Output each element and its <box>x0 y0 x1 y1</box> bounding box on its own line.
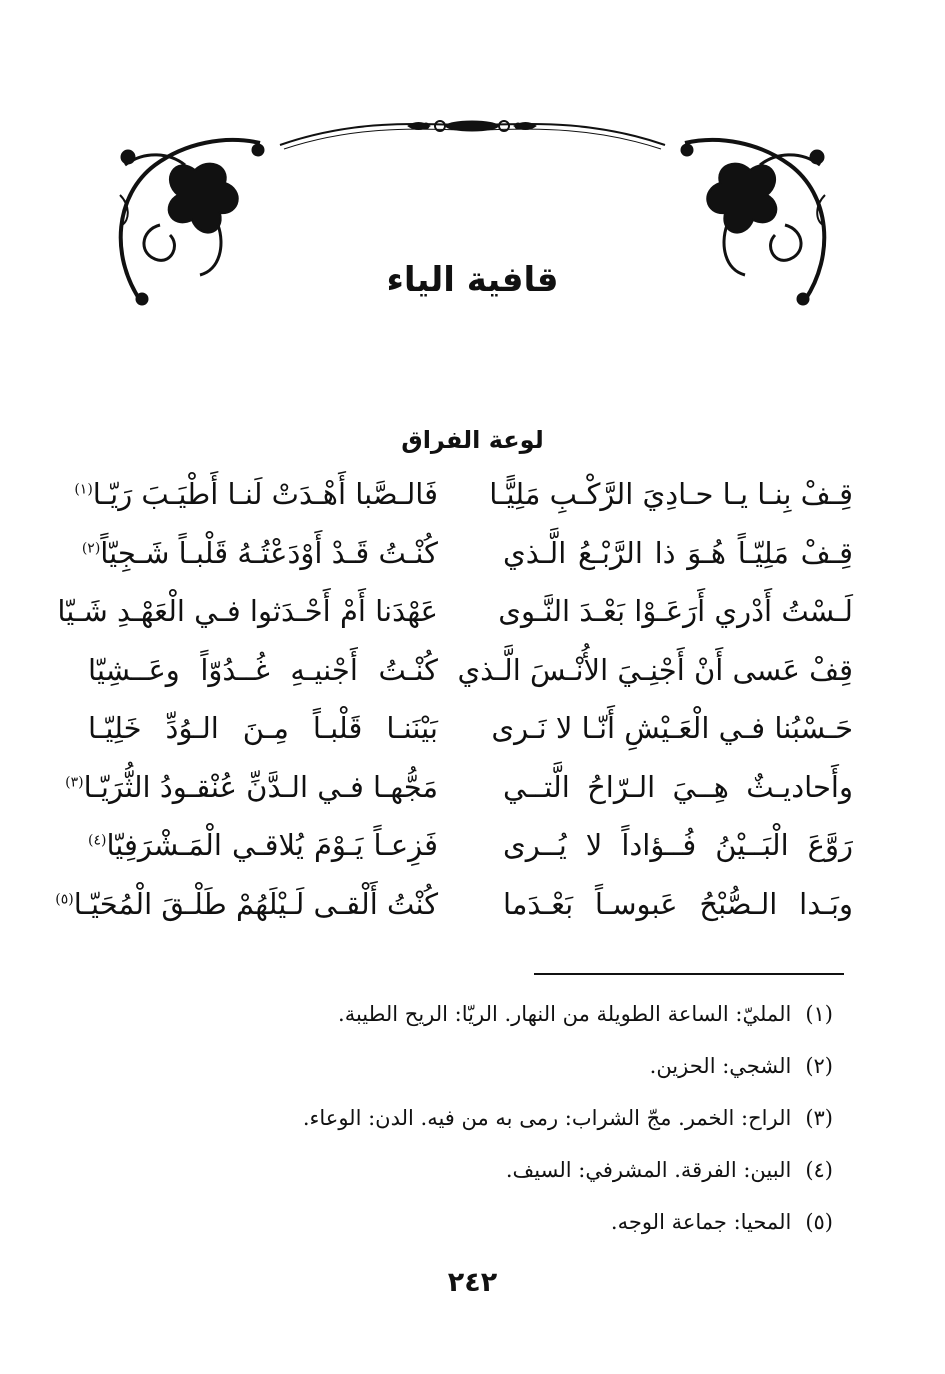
footnote-number: (٤) <box>805 1158 833 1182</box>
verse-line <box>88 641 853 700</box>
verse-line <box>55 875 853 934</box>
hemistich-text: مَجُّهـا فـي الـدَّنِّ عُنْقـودُ الثُّرَيّـا <box>83 769 438 804</box>
footnote-number: (٥) <box>805 1210 833 1234</box>
footnote-text: الشجي: الحزين. <box>649 1054 792 1078</box>
hemistich-text: كُنْـتُ أَجْنيـهِ غُــدُوّاً وعَــشِيّا <box>88 652 438 687</box>
hemistich-text: كُنْتُ أَلْقـى لَـيْلَهُمْ طَلْـقَ الْمُحَيّـا <box>73 886 438 921</box>
verse-second-hemistich <box>74 477 438 512</box>
verse-line <box>88 699 853 758</box>
verse-second-hemistich <box>88 828 438 862</box>
poem-body <box>55 465 853 933</box>
verse-second-hemistich <box>88 653 438 687</box>
footnotes-list <box>113 988 833 1248</box>
footnote-text: البين: الفرقة. المشرفي: السيف. <box>505 1158 792 1182</box>
footnote-marker: (٥) <box>55 891 74 908</box>
verse-second-hemistich <box>88 711 438 745</box>
verse-first-hemistich: قِـفْ مَلِيّـاً هُـوَ ذا الرَّبْـعُ الَّـذي <box>503 535 853 570</box>
verse-first-hemistich: قِفْ عَسى أَنْ أَجْنِـيَ الأُنْـسَ الَّـذي <box>457 652 853 687</box>
footnote-number: (٣) <box>805 1106 833 1130</box>
verse-first-hemistich: قِـفْ بِنـا يـا حـادِيَ الرَّكْـبِ مَلِيًّـا <box>489 477 853 512</box>
hemistich-text: بَيْنَنـا قَلْبـاً مِـنَ الـوُدِّ خَلِيّـا <box>88 711 438 746</box>
verse-line <box>74 465 853 524</box>
verse-first-hemistich: وبَـدا الـصُّبْحُ عَبوسـاً بَعْـدَما <box>503 886 853 921</box>
hemistich-text: فَالـصَّبا أَهْـدَتْ لَنـا أَطْيَـبَ رَيّـا <box>92 477 438 512</box>
footnote-item <box>113 1144 833 1196</box>
verse-first-hemistich: لَـسْتُ أَدْري أَرَعَـوْا بَعْـدَ النَّـوى <box>498 594 853 629</box>
footnote-item <box>113 1092 833 1144</box>
verse-first-hemistich: وأَحاديـثٌ هِــيَ الـرّاحُ الَّتــي <box>503 769 853 804</box>
footnote-number: (١) <box>805 1002 833 1026</box>
footnote-text: المليّ: الساعة الطويلة من النهار. الريّا: الريح الطيبة. <box>338 1002 792 1026</box>
footnote-marker: (٢) <box>81 540 101 557</box>
hemistich-text: عَهْدَنا أَمْ أَحْـدَثوا فـي الْعَهْـدِ شَـيّا <box>57 594 438 629</box>
verse-line <box>81 524 853 583</box>
footnote-item <box>113 988 833 1040</box>
chapter-title: قافية الياء <box>386 260 559 300</box>
verse-line <box>65 758 853 817</box>
footnote-item <box>113 1040 833 1092</box>
hemistich-text: فَزِعـاً يَـوْمَ يُلاقـي الْمَـشْرَفِيّا <box>106 828 438 863</box>
verse-first-hemistich: رَوَّعَ الْبَــيْنُ فُــؤاداً لا يُــرى <box>503 828 853 863</box>
footnote-text: المحيا: جماعة الوجه. <box>610 1210 792 1234</box>
hemistich-text: كُنْـتُ قَـدْ أَوْدَعْتُـهُ قَلْبـاً شَـجِيّاً <box>100 535 438 570</box>
verse-line <box>88 816 853 875</box>
footnote-number: (٢) <box>805 1054 833 1078</box>
poem-title: لوعة الفراق <box>401 426 544 454</box>
footnote-marker: (٤) <box>88 832 107 849</box>
verse-first-hemistich: حَـسْبُنا فـي الْعَـيْشِ أَنّـا لا نَـرى <box>491 711 853 746</box>
verse-line <box>57 582 853 641</box>
footnote-item <box>113 1196 833 1248</box>
page-number: ٢٤٢ <box>447 1267 498 1298</box>
footnote-divider <box>534 973 844 975</box>
verse-second-hemistich <box>81 535 438 570</box>
footnote-marker: (١) <box>74 481 93 498</box>
verse-second-hemistich <box>65 769 438 804</box>
footnote-marker: (٣) <box>65 774 84 791</box>
verse-second-hemistich <box>57 594 438 629</box>
verse-second-hemistich <box>55 886 438 921</box>
footnote-text: الراح: الخمر. مجّ الشراب: رمى به من فيه. الدن: الوعاء. <box>302 1106 792 1130</box>
